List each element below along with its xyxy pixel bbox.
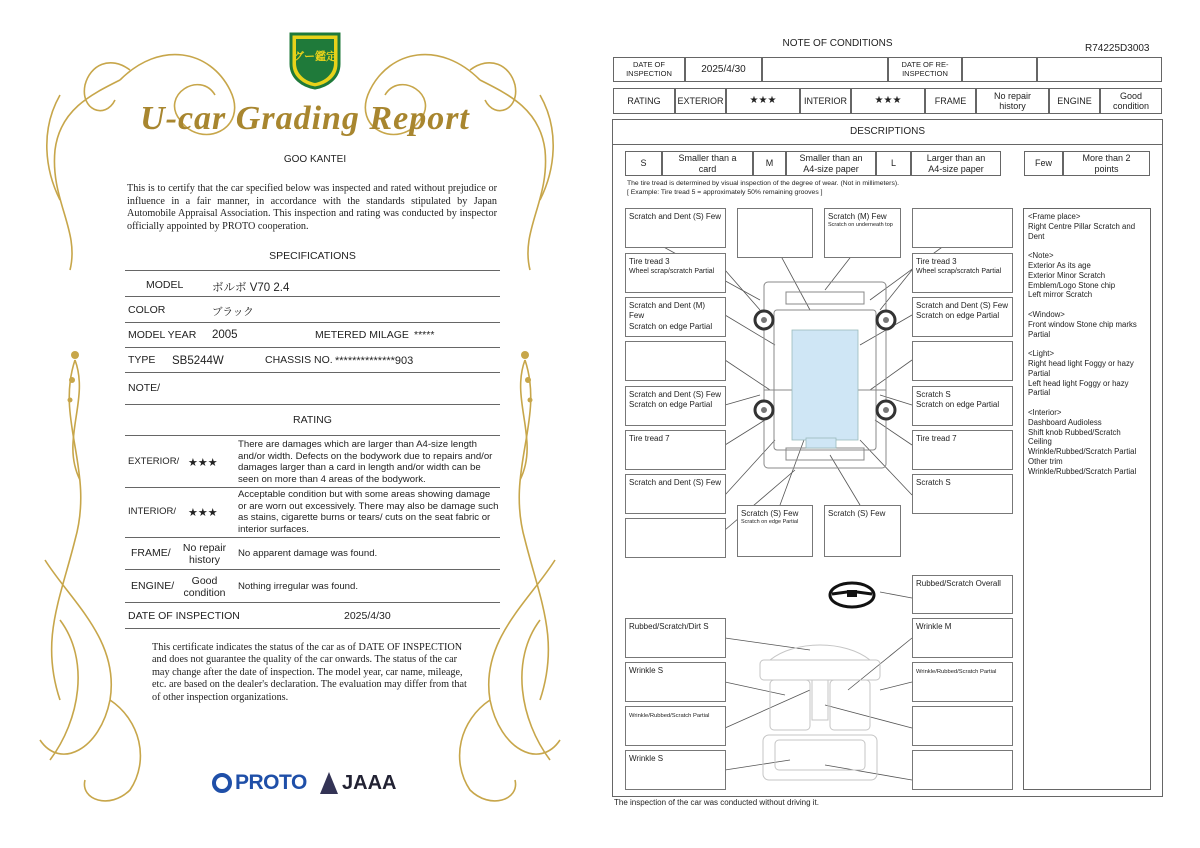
- comment-text: Wrinkle S: [629, 666, 664, 675]
- specs-heading: SPECIFICATIONS: [269, 250, 356, 262]
- notes-line: <Interior>: [1028, 407, 1062, 417]
- comment-text: Tire tread 7: [916, 434, 957, 443]
- model-year-value: 2005: [212, 329, 238, 341]
- legend-l-desc: Larger than an A4-size paper: [911, 151, 1001, 176]
- comment-box-bottom-mid-2: [824, 505, 901, 557]
- interior-stars: ★★★: [188, 507, 218, 519]
- certificate-footer-text: This certificate indicates the status of the car as of DATE OF INSPECTION and does not guarantee the quality of the car onwards. The status of the car may change after the date of inspection. The model year, car name, mileage, etc. are based on the dealer's declaration. The evaluation may differ from that of other inspection organizations.: [152, 642, 467, 703]
- model-value: ボルボ V70 2.4: [212, 282, 290, 294]
- comment-box-interior-7: [625, 750, 726, 790]
- report-title: U-car Grading Report: [140, 100, 470, 137]
- type-label: TYPE: [128, 354, 156, 366]
- notes-line: <Light>: [1028, 349, 1055, 359]
- comment-box-top-left: [625, 208, 726, 248]
- report-number: R74225D3003: [1085, 43, 1150, 54]
- comment-box-left-4: [625, 341, 726, 381]
- comment-box-left-5: [625, 386, 726, 426]
- notes-panel: [1023, 208, 1151, 790]
- comment-box-left-8: [625, 518, 726, 558]
- notes-line: Emblem/Logo Stone chip: [1028, 280, 1116, 290]
- notes-line: Exterior Minor Scratch: [1028, 270, 1106, 280]
- steering-wheel-icon: [827, 580, 877, 610]
- comment-text: Scratch (S) Few: [828, 509, 886, 518]
- rating-label-cell: RATING: [613, 88, 675, 114]
- doi-value-cell: 2025/4/30: [685, 57, 762, 82]
- comment-text: Scratch on edge Partial: [629, 400, 713, 410]
- notes-line: Left mirror Scratch: [1028, 290, 1093, 300]
- frame-label: FRAME/: [131, 547, 171, 559]
- report-subtitle: GOO KANTEI: [283, 154, 347, 165]
- descriptions-heading: DESCRIPTIONS: [849, 126, 925, 137]
- comment-box-interior-5: [625, 706, 726, 746]
- comment-box-right-7: [912, 474, 1013, 514]
- interior-stars-cell: ★★★: [851, 88, 925, 114]
- comment-text: Scratch and Dent (S) Few: [629, 212, 722, 221]
- exterior-stars: ★★★: [188, 457, 218, 469]
- legend-l: L: [876, 151, 911, 176]
- comment-box-left-3: [625, 297, 726, 337]
- comment-box-interior-2: [912, 618, 1013, 658]
- milage-value: *****: [414, 329, 435, 341]
- comment-text: Scratch and Dent (S) Few: [916, 301, 1009, 310]
- comment-box-right-4: [912, 341, 1013, 381]
- comment-subtext: Scratch on edge Partial: [741, 519, 799, 526]
- car-interior-diagram: [755, 640, 885, 790]
- notes-line: Front window Stone chip marks Partial: [1028, 319, 1137, 339]
- comment-text: Wrinkle/Rubbed/Scratch Partial: [916, 669, 997, 675]
- comment-text: Scratch S: [916, 390, 951, 399]
- color-value: ブラック: [212, 306, 254, 318]
- color-label: COLOR: [128, 304, 166, 316]
- interior-desc: Acceptable condition but with some areas showing damage or are worn out excessively. There may also be damage such as stains, cigarette burns or tears/ cuts on the seat fabric or interior surfaces.: [238, 489, 499, 535]
- notes-line: [1028, 300, 1146, 310]
- comment-text: Scratch (S) Few: [741, 509, 799, 518]
- notes-line: Dashboard Audioless: [1028, 417, 1102, 427]
- comment-box-right-5: [912, 386, 1013, 426]
- legend-few-desc: More than 2 points: [1063, 151, 1150, 176]
- engine-desc: Nothing irregular was found.: [238, 581, 358, 592]
- notes-line: Wrinkle/Rubbed/Scratch Partial: [1028, 447, 1137, 457]
- notes-line: Left head light Foggy or hazy Partial: [1028, 378, 1129, 398]
- comment-box-interior-3: [625, 662, 726, 702]
- comment-text: Scratch and Dent (S) Few: [629, 390, 722, 399]
- exterior-label: EXTERIOR/: [128, 456, 180, 467]
- proto-logo-text: PROTO: [235, 771, 307, 794]
- notes-line: <Frame place>: [1028, 212, 1081, 221]
- logo-text: グー鑑定: [293, 51, 337, 63]
- legend-s: S: [625, 151, 662, 176]
- doi-label: DATE OF INSPECTION: [128, 610, 240, 622]
- frame-value-cell: No repair history: [976, 88, 1049, 114]
- notes-line: Other trim: [1028, 456, 1063, 466]
- comment-box-left-7: [625, 474, 726, 514]
- legend-few: Few: [1024, 151, 1063, 176]
- comment-box-interior-8: [912, 750, 1013, 790]
- comment-box-right-6: [912, 430, 1013, 470]
- comment-text: Wheel scrap/scratch Partial: [629, 268, 715, 276]
- notes-line: [1028, 339, 1146, 349]
- engine-label-cell: ENGINE: [1049, 88, 1100, 114]
- doi-label-cell: DATE OF INSPECTION: [613, 57, 685, 82]
- conditions-title: NOTE OF CONDITIONS: [782, 38, 893, 49]
- comment-text: Rubbed/Scratch/Dirt S: [629, 622, 709, 631]
- comment-box-left-2: [625, 253, 726, 293]
- engine-value: Good condition: [183, 575, 226, 599]
- note-label: NOTE/: [128, 382, 161, 394]
- comment-text: Rubbed/Scratch Overall: [916, 579, 1001, 588]
- comment-box-interior-4: [912, 662, 1013, 702]
- notes-line: Ceiling: [1028, 437, 1052, 447]
- comment-box-top-mid-2: [824, 208, 901, 258]
- car-top-view-diagram: [750, 270, 900, 480]
- comment-text: Scratch (M) Few: [828, 212, 887, 221]
- comment-text: Wrinkle S: [629, 754, 664, 763]
- exterior-stars-cell: ★★★: [726, 88, 800, 114]
- comment-box-steering: [912, 575, 1013, 614]
- tire-note-2: [ Example: Tire tread 5 = approximately 50% remaining grooves ]: [627, 189, 823, 196]
- chassis-label: CHASSIS NO.: [265, 354, 333, 366]
- notes-line: <Window>: [1028, 309, 1065, 319]
- tire-note-1: The tire tread is determined by visual inspection of the degree of wear. (Not in millimeters).: [627, 180, 899, 187]
- notes-line: Right head light Foggy or hazy Partial: [1028, 358, 1134, 378]
- jaaa-logo-text: JAAA: [342, 771, 397, 794]
- rating-heading: RATING: [293, 414, 332, 426]
- comment-box-right-3: [912, 297, 1013, 337]
- comment-text: Scratch on edge Partial: [629, 321, 713, 331]
- comment-text: Wheel scrap/scratch Partial: [916, 268, 1002, 276]
- comment-text: Scratch S: [916, 478, 951, 487]
- notes-line: [1028, 241, 1146, 251]
- frame-label-cell: FRAME: [925, 88, 976, 114]
- frame-desc: No apparent damage was found.: [238, 548, 378, 559]
- comment-box-top-right: [912, 208, 1013, 248]
- exterior-label-cell: EXTERIOR: [675, 88, 726, 114]
- interior-label: INTERIOR/: [128, 506, 177, 517]
- notes-line: Right Centre Pillar Scratch and Dent: [1028, 221, 1136, 241]
- notes-line: [1028, 398, 1146, 408]
- chassis-value: **************903: [335, 355, 414, 367]
- milage-label: METERED MILAGE: [315, 329, 409, 341]
- doi-value: 2025/4/30: [344, 610, 391, 622]
- legend-m: M: [753, 151, 786, 176]
- comment-text: Wrinkle M: [916, 622, 952, 631]
- frame-value: No repair history: [182, 542, 227, 566]
- comment-text: Wrinkle/Rubbed/Scratch Partial: [629, 713, 710, 719]
- engine-label: ENGINE/: [131, 580, 175, 592]
- type-value: SB5244W: [172, 355, 224, 367]
- inspection-footer-note: The inspection of the car was conducted without driving it.: [614, 798, 819, 807]
- comment-text: Scratch on edge Partial: [916, 400, 1000, 410]
- notes-line: Exterior As its age: [1028, 260, 1091, 270]
- certify-text: This is to certify that the car specified below was inspected and rated without prejudice or influence in a fair manner, in accordance with the standards stipulated by Japan Automobile Appraisal Association. This inspection and rating was conducted by inspector officially appointed by PROTO cooperation.: [127, 183, 497, 232]
- model-label: MODEL: [146, 279, 184, 291]
- model-year-label: MODEL YEAR: [128, 329, 197, 341]
- comment-box-left-6: [625, 430, 726, 470]
- legend-m-desc: Smaller than an A4-size paper: [786, 151, 876, 176]
- comment-subtext: Scratch on underneath top: [828, 222, 893, 229]
- comment-box-right-2: [912, 253, 1013, 293]
- exterior-desc: There are damages which are larger than A4-size length and/or width. Defects on the bodywork due to repairs and/or damages larger than a card in length and/or width can be seen on more than 4 areas of the bodywork.: [238, 439, 493, 485]
- comment-box-interior-1: [625, 618, 726, 658]
- comment-text: Scratch and Dent (S) Few: [629, 478, 722, 487]
- comment-box-interior-6: [912, 706, 1013, 746]
- comment-text: Tire tread 3: [629, 257, 670, 266]
- reinsp-label-cell: DATE OF RE-INSPECTION: [888, 57, 962, 82]
- notes-line: <Note>: [1028, 251, 1054, 261]
- notes-line: Shift knob Rubbed/Scratch: [1028, 427, 1121, 437]
- interior-label-cell: INTERIOR: [800, 88, 851, 114]
- legend-s-desc: Smaller than a card: [662, 151, 753, 176]
- comment-text: Scratch on edge Partial: [916, 311, 1000, 321]
- comment-box-top-mid: [737, 208, 813, 258]
- notes-line: Wrinkle/Rubbed/Scratch Partial: [1028, 466, 1137, 476]
- comment-text: Scratch and Dent (M) Few: [629, 301, 706, 321]
- engine-value-cell: Good condition: [1100, 88, 1162, 114]
- comment-box-bottom-mid-1: [737, 505, 813, 557]
- comment-text: Tire tread 3: [916, 257, 957, 266]
- comment-text: Tire tread 7: [629, 434, 670, 443]
